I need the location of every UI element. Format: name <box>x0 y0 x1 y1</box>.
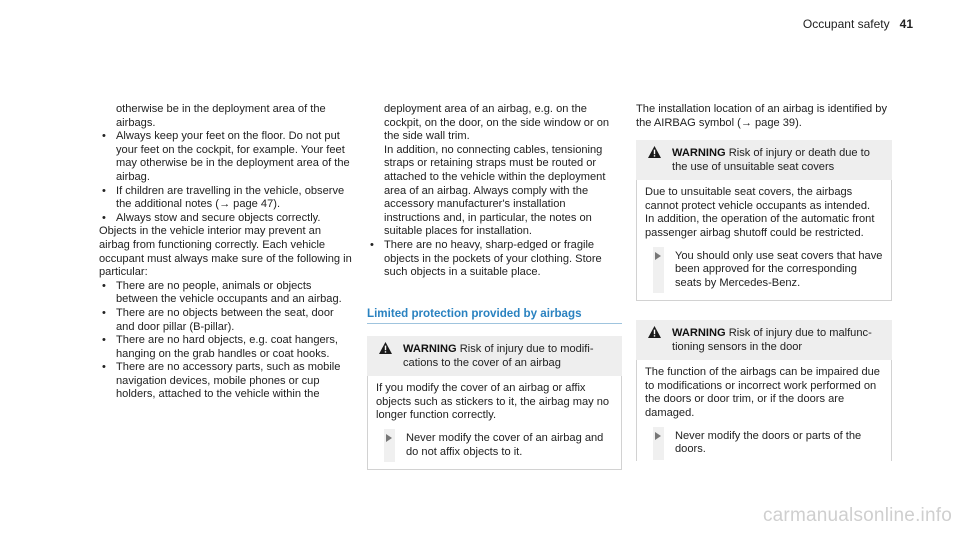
list-item: • Always stow and secure objects correctly. <box>99 212 354 226</box>
list-item: • Always keep your feet on the floor. Do not put your feet on the cockpit, for example. Your feet may otherwise be in the deployment area of the airbag. <box>99 130 354 184</box>
warning-note <box>645 430 885 457</box>
warning-note <box>376 432 615 459</box>
arrow-right-icon <box>655 252 661 260</box>
warning-body <box>367 376 622 470</box>
arrow-right-icon <box>655 432 661 440</box>
paragraph: Objects in the vehicle interior may prevent an airbag from functioning correctly. Each vehicle occupant must always make sure of the following in particular: <box>99 225 352 279</box>
warning-label: WARNING <box>672 147 726 159</box>
column-1 <box>99 103 354 402</box>
note-text: Never modify the cover of an airbag and do not affix objects to it. <box>406 431 604 458</box>
section-divider <box>367 323 622 324</box>
list-item: • If children are travelling in the vehicle, observe the additional notes (→ page 47). <box>99 185 354 212</box>
warning-label: WARNING <box>403 343 457 355</box>
warning-body <box>636 180 892 301</box>
watermark: carmanualsonline.info <box>762 505 952 526</box>
warning-box <box>636 320 892 461</box>
column-2 <box>367 103 622 280</box>
warning-header <box>367 336 622 376</box>
warning-heading: Risk of injury due to malfunctioning sensors in the door <box>672 327 872 353</box>
page-header <box>803 17 913 31</box>
warning-icon <box>379 342 392 354</box>
warning-heading: Risk of injury or death due to the use of unsuitable seat covers <box>672 147 870 173</box>
header-title: Occupant safety <box>802 17 890 31</box>
warning-heading: Risk of injury due to modifications to the cover of an airbag <box>403 343 594 369</box>
bullet-list-1 <box>99 130 354 225</box>
page-number: 41 <box>899 17 913 31</box>
warning-icon <box>648 146 661 158</box>
arrow-right-icon <box>386 434 392 442</box>
warning-box <box>367 336 622 470</box>
warning-icon <box>648 326 661 338</box>
list-item: • There are no objects between the seat, door and door pillar (B-pillar). <box>99 307 354 334</box>
warning-header <box>636 320 892 360</box>
continued-text: otherwise be in the deployment area of the airbags. <box>116 103 326 129</box>
section-title: Limited protection provided by airbags <box>367 307 582 320</box>
warning-header <box>636 140 892 180</box>
paragraph: In addition, no connecting cables, tensioning straps or retaining straps must be routed or attached to the vehicle within the deployment area of an airbag. Always comply with the accessory manufacturer's installation instructions and, in particular, the notes on suitable places for installation. <box>384 143 606 238</box>
warning-note <box>645 250 885 291</box>
column-3 <box>636 103 892 130</box>
warning-text: If you modify the cover of an airbag or affix objects such as stickers to it, the airbag may no longer function correctly. <box>376 382 610 422</box>
warning-text: Due to unsuitable seat covers, the airbags cannot protect vehicle occupants as intended. <box>645 186 871 212</box>
warning-text: In addition, the operation of the automatic front passenger airbag shutoff could be restricted. <box>645 213 875 239</box>
warning-body <box>636 360 892 461</box>
list-item: • There are no accessory parts, such as mobile navigation devices, mobile phones or cup holders, attached to the vehicle within the <box>99 361 354 402</box>
paragraph: The installation location of an airbag is identified by the AIRBAG symbol (→ page 39). <box>636 103 887 129</box>
warning-label: WARNING <box>672 327 726 339</box>
list-item: • There are no heavy, sharp-edged or fragile objects in the pockets of your clothing. Store such objects in a suitable place. <box>367 239 622 280</box>
note-text: You should only use seat covers that have been approved for the corresponding seats by Mercedes-Benz. <box>675 249 883 289</box>
bullet-list-2 <box>99 280 354 402</box>
warning-box <box>636 140 892 301</box>
list-item: • There are no hard objects, e.g. coat hangers, hanging on the grab handles or coat hooks. <box>99 334 354 361</box>
bullet-list <box>367 239 622 280</box>
list-item: • There are no people, animals or objects between the vehicle occupants and an airbag. <box>99 280 354 307</box>
note-text: Never modify the doors or parts of the doors. <box>675 429 862 456</box>
continued-text: deployment area of an airbag, e.g. on the cockpit, on the door, on the side window or on the side wall trim. <box>384 103 610 143</box>
warning-text: The function of the airbags can be impaired due to modifications or incorrect work performed on the doors or door trim, or if the doors are damaged. <box>645 366 880 419</box>
